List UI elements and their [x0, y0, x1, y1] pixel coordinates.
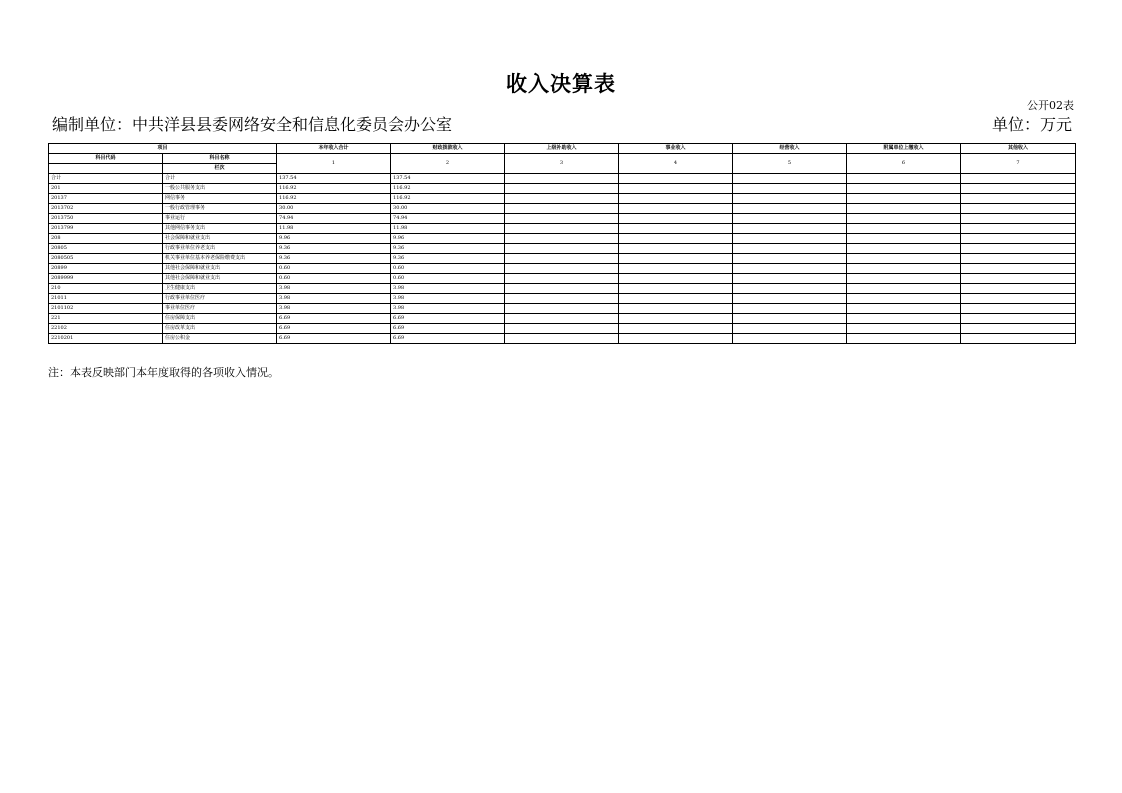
value-cell: 0.60: [277, 274, 391, 284]
value-cell: [847, 324, 961, 334]
value-cell: 6.69: [277, 334, 391, 344]
column-header: 本年收入合计: [277, 144, 391, 154]
value-cell: [847, 184, 961, 194]
value-cell: [847, 334, 961, 344]
subject-code-cell: 20805: [49, 244, 163, 254]
subject-name-cell: 行政事业单位医疗: [163, 294, 277, 304]
value-cell: [505, 304, 619, 314]
value-cell: 3.98: [391, 294, 505, 304]
code-header-blank: [49, 164, 163, 174]
table-row: [49, 264, 1076, 274]
value-cell: [619, 224, 733, 234]
value-cell: 116.92: [391, 194, 505, 204]
value-cell: 3.98: [391, 284, 505, 294]
value-cell: 9.36: [277, 244, 391, 254]
project-header: 项目: [49, 144, 277, 154]
subject-name-cell: 住房改革支出: [163, 324, 277, 334]
value-cell: [733, 224, 847, 234]
table-body: [49, 174, 1076, 344]
subject-code-cell: 21011: [49, 294, 163, 304]
value-cell: [961, 204, 1076, 214]
value-cell: [961, 254, 1076, 264]
value-cell: [961, 264, 1076, 274]
value-cell: [847, 284, 961, 294]
value-cell: [505, 334, 619, 344]
value-cell: [961, 224, 1076, 234]
value-cell: [619, 244, 733, 254]
value-cell: [733, 254, 847, 264]
column-number: 6: [847, 154, 961, 174]
table-row: [49, 284, 1076, 294]
value-cell: [619, 324, 733, 334]
subject-name-cell: 住房公积金: [163, 334, 277, 344]
subject-name-cell: 合计: [163, 174, 277, 184]
code-header: 科目代码: [49, 154, 163, 164]
column-header: 其他收入: [961, 144, 1076, 154]
column-index-header: 栏次: [163, 164, 277, 174]
value-cell: [961, 274, 1076, 284]
subject-name-cell: 其他社会保障和就业支出: [163, 264, 277, 274]
column-header: 经营收入: [733, 144, 847, 154]
value-cell: 116.92: [277, 184, 391, 194]
subject-code-cell: 2210201: [49, 334, 163, 344]
subject-name-cell: 社会保障和就业支出: [163, 234, 277, 244]
value-cell: [733, 194, 847, 204]
value-cell: [505, 234, 619, 244]
value-cell: [961, 324, 1076, 334]
value-cell: [619, 284, 733, 294]
value-cell: [847, 294, 961, 304]
value-cell: [619, 184, 733, 194]
table-row: [49, 184, 1076, 194]
column-number: 1: [277, 154, 391, 174]
value-cell: 74.94: [277, 214, 391, 224]
value-cell: [733, 294, 847, 304]
value-cell: [733, 264, 847, 274]
value-cell: [619, 334, 733, 344]
column-header: 上级补助收入: [505, 144, 619, 154]
value-cell: [505, 294, 619, 304]
value-cell: 3.98: [277, 304, 391, 314]
value-cell: 11.98: [277, 224, 391, 234]
table-row: [49, 254, 1076, 264]
table-row: [49, 174, 1076, 184]
value-cell: [505, 274, 619, 284]
value-cell: [961, 294, 1076, 304]
subject-code-cell: 210: [49, 284, 163, 294]
column-header: 附属单位上缴收入: [847, 144, 961, 154]
value-cell: [733, 274, 847, 284]
value-cell: [505, 214, 619, 224]
value-cell: [733, 284, 847, 294]
value-cell: 116.92: [277, 194, 391, 204]
value-cell: 137.54: [277, 174, 391, 184]
table-row: [49, 334, 1076, 344]
value-cell: 9.36: [277, 254, 391, 264]
value-cell: [733, 214, 847, 224]
subject-name-cell: 行政事业单位养老支出: [163, 244, 277, 254]
footnote: 注：本表反映部门本年度取得的各项收入情况。: [48, 366, 279, 379]
value-cell: [847, 234, 961, 244]
column-number: 7: [961, 154, 1076, 174]
subject-name-cell: 其他网信事务支出: [163, 224, 277, 234]
value-cell: [619, 214, 733, 224]
value-cell: [961, 184, 1076, 194]
value-cell: [619, 194, 733, 204]
income-table: [48, 143, 1076, 344]
value-cell: [505, 284, 619, 294]
table-row: [49, 214, 1076, 224]
value-cell: [847, 244, 961, 254]
value-cell: [961, 244, 1076, 254]
value-cell: 9.36: [391, 254, 505, 264]
value-cell: [619, 304, 733, 314]
value-cell: 3.98: [277, 294, 391, 304]
value-cell: 74.94: [391, 214, 505, 224]
subject-code-cell: 2013750: [49, 214, 163, 224]
value-cell: [847, 304, 961, 314]
subject-name-cell: 其他社会保障和就业支出: [163, 274, 277, 284]
value-cell: [847, 194, 961, 204]
subject-code-cell: 201: [49, 184, 163, 194]
table-row: [49, 324, 1076, 334]
value-cell: [733, 174, 847, 184]
value-cell: [619, 314, 733, 324]
value-cell: 6.69: [277, 324, 391, 334]
subject-code-cell: 20899: [49, 264, 163, 274]
value-cell: [961, 334, 1076, 344]
value-cell: [733, 304, 847, 314]
value-cell: 9.96: [391, 234, 505, 244]
subject-name-cell: 卫生健康支出: [163, 284, 277, 294]
subject-code-cell: 2089999: [49, 274, 163, 284]
value-cell: [961, 304, 1076, 314]
value-cell: 9.36: [391, 244, 505, 254]
value-cell: [847, 254, 961, 264]
subject-name-cell: 事业单位医疗: [163, 304, 277, 314]
subject-name-cell: 事业运行: [163, 214, 277, 224]
table-row: [49, 304, 1076, 314]
subject-code-cell: 2080505: [49, 254, 163, 264]
subject-name-cell: 一般公共服务支出: [163, 184, 277, 194]
value-cell: 6.69: [277, 314, 391, 324]
value-cell: 0.60: [391, 274, 505, 284]
table-row: [49, 234, 1076, 244]
value-cell: [505, 244, 619, 254]
value-cell: [505, 254, 619, 264]
column-number: 4: [619, 154, 733, 174]
value-cell: 0.60: [277, 264, 391, 274]
value-cell: [847, 204, 961, 214]
value-cell: [847, 314, 961, 324]
organization-label: 编制单位：中共洋县县委网络安全和信息化委员会办公室: [52, 115, 453, 134]
column-number: 3: [505, 154, 619, 174]
subject-code-cell: 208: [49, 234, 163, 244]
value-cell: 116.92: [391, 184, 505, 194]
value-cell: [961, 314, 1076, 324]
value-cell: [505, 204, 619, 214]
value-cell: [505, 324, 619, 334]
column-number: 2: [391, 154, 505, 174]
subject-code-cell: 2101102: [49, 304, 163, 314]
column-header: 事业收入: [619, 144, 733, 154]
value-cell: [505, 194, 619, 204]
subject-name-cell: 机关事业单位基本养老保险缴费支出: [163, 254, 277, 264]
value-cell: 11.98: [391, 224, 505, 234]
value-cell: [847, 224, 961, 234]
value-cell: 9.96: [277, 234, 391, 244]
value-cell: 0.60: [391, 264, 505, 274]
value-cell: 6.69: [391, 314, 505, 324]
subject-code-cell: 20137: [49, 194, 163, 204]
value-cell: [733, 314, 847, 324]
value-cell: [619, 254, 733, 264]
subject-name-cell: 网信事务: [163, 194, 277, 204]
value-cell: [961, 214, 1076, 224]
value-cell: [619, 204, 733, 214]
subject-name-cell: 一般行政管理事务: [163, 204, 277, 214]
column-number: 5: [733, 154, 847, 174]
value-cell: [733, 234, 847, 244]
value-cell: [847, 274, 961, 284]
value-cell: [619, 264, 733, 274]
unit-label: 单位：万元: [991, 115, 1072, 134]
value-cell: 137.54: [391, 174, 505, 184]
value-cell: [847, 264, 961, 274]
value-cell: 6.69: [391, 334, 505, 344]
value-cell: 6.69: [391, 324, 505, 334]
page-title: 收入决算表: [506, 71, 616, 96]
value-cell: [505, 184, 619, 194]
value-cell: [847, 214, 961, 224]
table-row: [49, 314, 1076, 324]
value-cell: [961, 234, 1076, 244]
value-cell: 30.00: [391, 204, 505, 214]
value-cell: [961, 174, 1076, 184]
value-cell: [505, 314, 619, 324]
value-cell: [733, 184, 847, 194]
column-header: 财政拨款收入: [391, 144, 505, 154]
table-row: [49, 194, 1076, 204]
value-cell: [619, 174, 733, 184]
name-header: 科目名称: [163, 154, 277, 164]
subject-code-cell: 2013702: [49, 204, 163, 214]
value-cell: [847, 174, 961, 184]
table-row: [49, 204, 1076, 214]
subject-code-cell: 合计: [49, 174, 163, 184]
value-cell: [505, 224, 619, 234]
value-cell: [733, 324, 847, 334]
value-cell: [733, 244, 847, 254]
value-cell: [733, 204, 847, 214]
value-cell: [961, 194, 1076, 204]
subject-code-cell: 221: [49, 314, 163, 324]
value-cell: [961, 284, 1076, 294]
subject-code-cell: 22102: [49, 324, 163, 334]
value-cell: [505, 264, 619, 274]
value-cell: 30.00: [277, 204, 391, 214]
table-row: [49, 274, 1076, 284]
value-cell: [619, 294, 733, 304]
value-cell: [505, 174, 619, 184]
value-cell: 3.98: [391, 304, 505, 314]
subject-code-cell: 2013799: [49, 224, 163, 234]
value-cell: [733, 334, 847, 344]
value-cell: [619, 274, 733, 284]
table-row: [49, 244, 1076, 254]
table-row: [49, 224, 1076, 234]
value-cell: 3.98: [277, 284, 391, 294]
value-cell: [619, 234, 733, 244]
subject-name-cell: 住房保障支出: [163, 314, 277, 324]
form-number: 公开02表: [1027, 99, 1074, 112]
table-row: [49, 294, 1076, 304]
